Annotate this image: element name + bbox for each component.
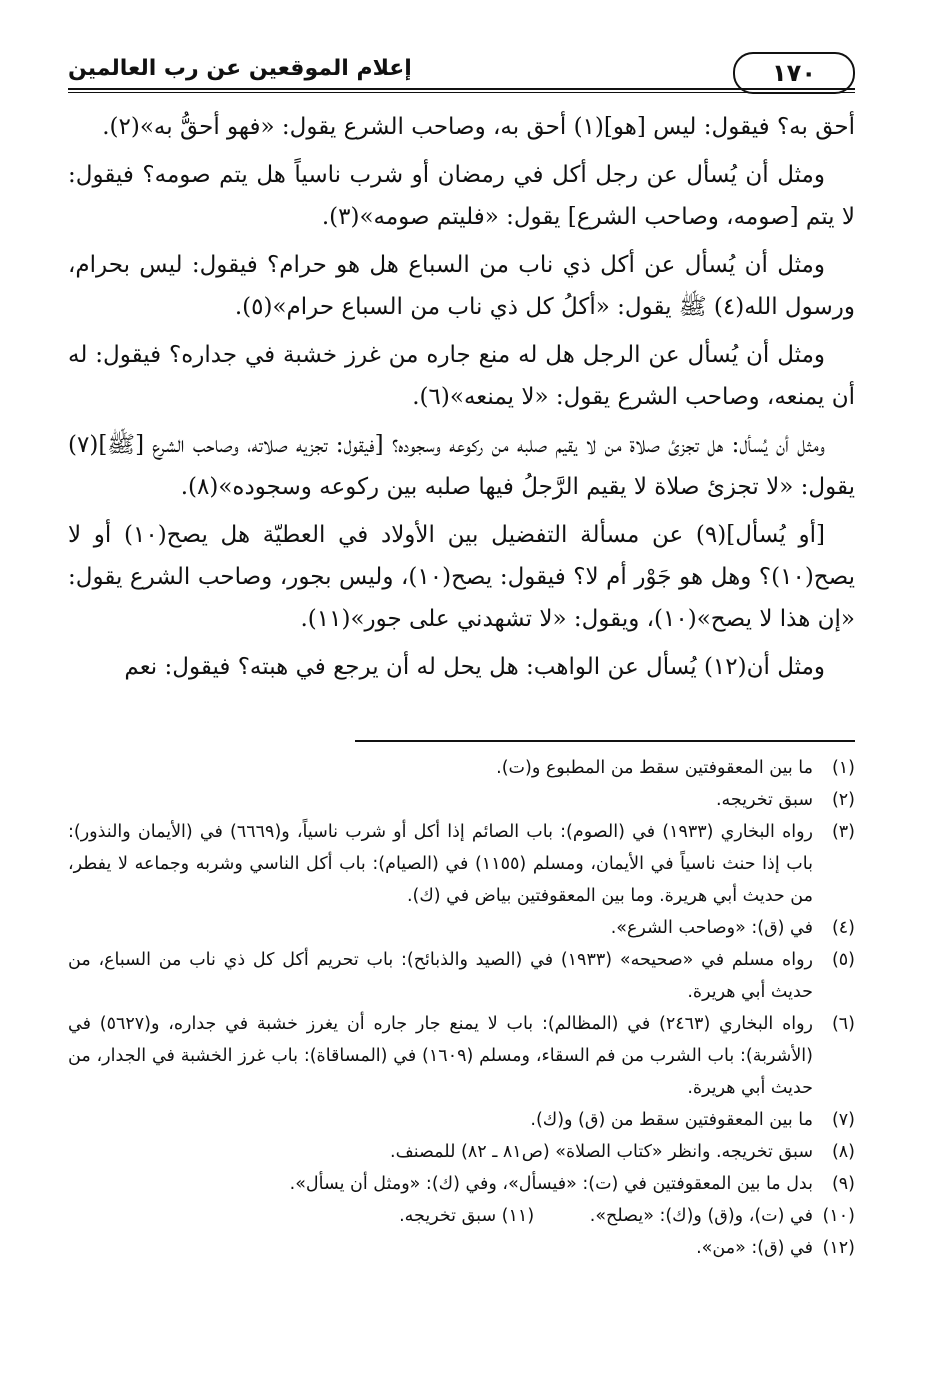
footnote	[68, 784, 855, 816]
paragraph: [أو يُسأل](٩) عن مسألة التفضيل بين الأولاد في العطيّة هل يصح(١٠) أو لا يصح(١٠)؟ وهل هو جَوْر أم لا؟ فيقول: يصح(١٠)، وليس بجور، وصاحب الشرع يقول: «إن هذا لا يصح»(١٠)، ويقول: «لا تشهدني على جور»(١١).	[68, 522, 855, 632]
paragraph: ومثل أن يُسأل عن أكل ذي ناب من السباع هل هو حرام؟ فيقول: ليس بحرام، ورسول الله(٤) ﷺ يقول: «أكلُ كل ذي ناب من السباع حرام»(٥).	[68, 252, 855, 320]
page-number: ١٧٠	[772, 59, 816, 87]
footnote-text: رواه مسلم في «صحيحه» (١٩٣٣) في (الصيد والذبائح): باب تحريم أكل كل ذي ناب من السباع، من حديث أبي هريرة.	[68, 950, 813, 1002]
paragraph: ومثل أن يُسأل: هل تجزئ صلاة من لا يقيم صلبه من ركوعه وسجوده؟ [فيقول: تجزيه صلاته، وصاحب الشرع [ﷺ](٧) يقول: «لا تجزئ صلاة لا يقيم الرَّجلُ فيها صلبه بين ركوعه وسجوده»(٨).	[68, 432, 855, 500]
footnote-text: رواه البخاري (٢٤٦٣) في (المظالم): باب لا يمنع جار جاره أن يغرز خشبة في جداره، و(٥٦٢٧) في (الأشربة): باب الشرب من فم السقاء، ومسلم (١٦٠٩) في (المساقاة): باب غرز الخشبة في الجدار، من حديث أبي هريرة.	[68, 1014, 814, 1098]
page-header	[68, 52, 855, 92]
footnote-text: بدل ما بين المعقوفتين في (ت): «فيسأل»، وفي (ك): «ومثل أن يسأل».	[289, 1174, 813, 1194]
book-title: إعلام الموقعين عن رب العالمين	[68, 56, 412, 81]
paragraph: ومثل أن(١٢) يُسأل عن الواهب: هل يحل له أن يرجع في هبته؟ فيقول: نعم	[124, 654, 825, 680]
footnote-number: (٨)	[831, 1142, 855, 1162]
footnote-text: ما بين المعقوفتين سقط من المطبوع و(ت).	[496, 758, 813, 778]
footnotes	[68, 752, 855, 1264]
footnote-separator	[355, 740, 855, 742]
main-text	[68, 106, 855, 694]
footnote-number: (٢)	[831, 790, 855, 810]
footnote	[68, 752, 855, 784]
footnote-number: (٣)	[831, 822, 855, 842]
footnote-number: (١)	[831, 758, 855, 778]
paragraph: ومثل أن يُسأل عن الرجل هل له منع جاره من غرز خشبة في جداره؟ فيقول: له أن يمنعه، وصاحب الشرع يقول: «لا يمنعه»(٦).	[68, 342, 855, 410]
footnote	[68, 1200, 855, 1232]
footnote-text: في (ت)، و(ق) و(ك): «يصلح». (١١) سبق تخريجه.	[399, 1206, 813, 1226]
header-rule-thin	[68, 92, 855, 93]
footnote	[68, 816, 855, 912]
footnote-text: ما بين المعقوفتين سقط من (ق) و(ك).	[530, 1110, 813, 1130]
footnote	[68, 944, 855, 1008]
paragraph: ومثل أن يُسأل عن رجل أكل في رمضان أو شرب ناسياً هل يتم صومه؟ فيقول: لا يتم [صومه، وصاحب الشرع] يقول: «فليتم صومه»(٣).	[68, 162, 855, 230]
footnote	[68, 1232, 855, 1264]
footnote-number: (٩)	[831, 1174, 855, 1194]
footnote-text: سبق تخريجه.	[715, 790, 813, 810]
footnote	[68, 1104, 855, 1136]
footnote-text: سبق تخريجه. وانظر «كتاب الصلاة» (ص٨١ ـ ٨٢) للمصنف.	[390, 1142, 813, 1162]
footnote	[68, 1136, 855, 1168]
footnote-number: (٧)	[831, 1110, 855, 1130]
header-rule	[68, 88, 855, 90]
footnote-number: (٥)	[831, 950, 855, 970]
footnote-number: (١٠)	[822, 1206, 855, 1226]
footnote-text: رواه البخاري (١٩٣٣) في (الصوم): باب الصائم إذا أكل أو شرب ناسياً، و(٦٦٦٩) في (الأيمان والنذور): باب إذا حنث ناسياً في الأيمان، ومسلم (١١٥٥) في (الصيام): باب أكل الناسي وشربه وجماعه لا يفطر، من حديث أبي هريرة. وما بين المعقوفتين بياض في (ك).	[68, 822, 814, 906]
footnote	[68, 912, 855, 944]
paragraph: أحق به؟ فيقول: ليس [هو](١) أحق به، وصاحب الشرع يقول: «فهو أحقُّ به»(٢).	[102, 114, 855, 140]
footnote-text: في (ق): «وصاحب الشرع».	[610, 918, 813, 938]
footnote-text: في (ق): «من».	[696, 1238, 813, 1258]
footnote-number: (٦)	[831, 1014, 855, 1034]
footnote	[68, 1168, 855, 1200]
footnote-number: (٤)	[831, 918, 855, 938]
footnote-number: (١٢)	[822, 1238, 855, 1258]
footnote	[68, 1008, 855, 1104]
